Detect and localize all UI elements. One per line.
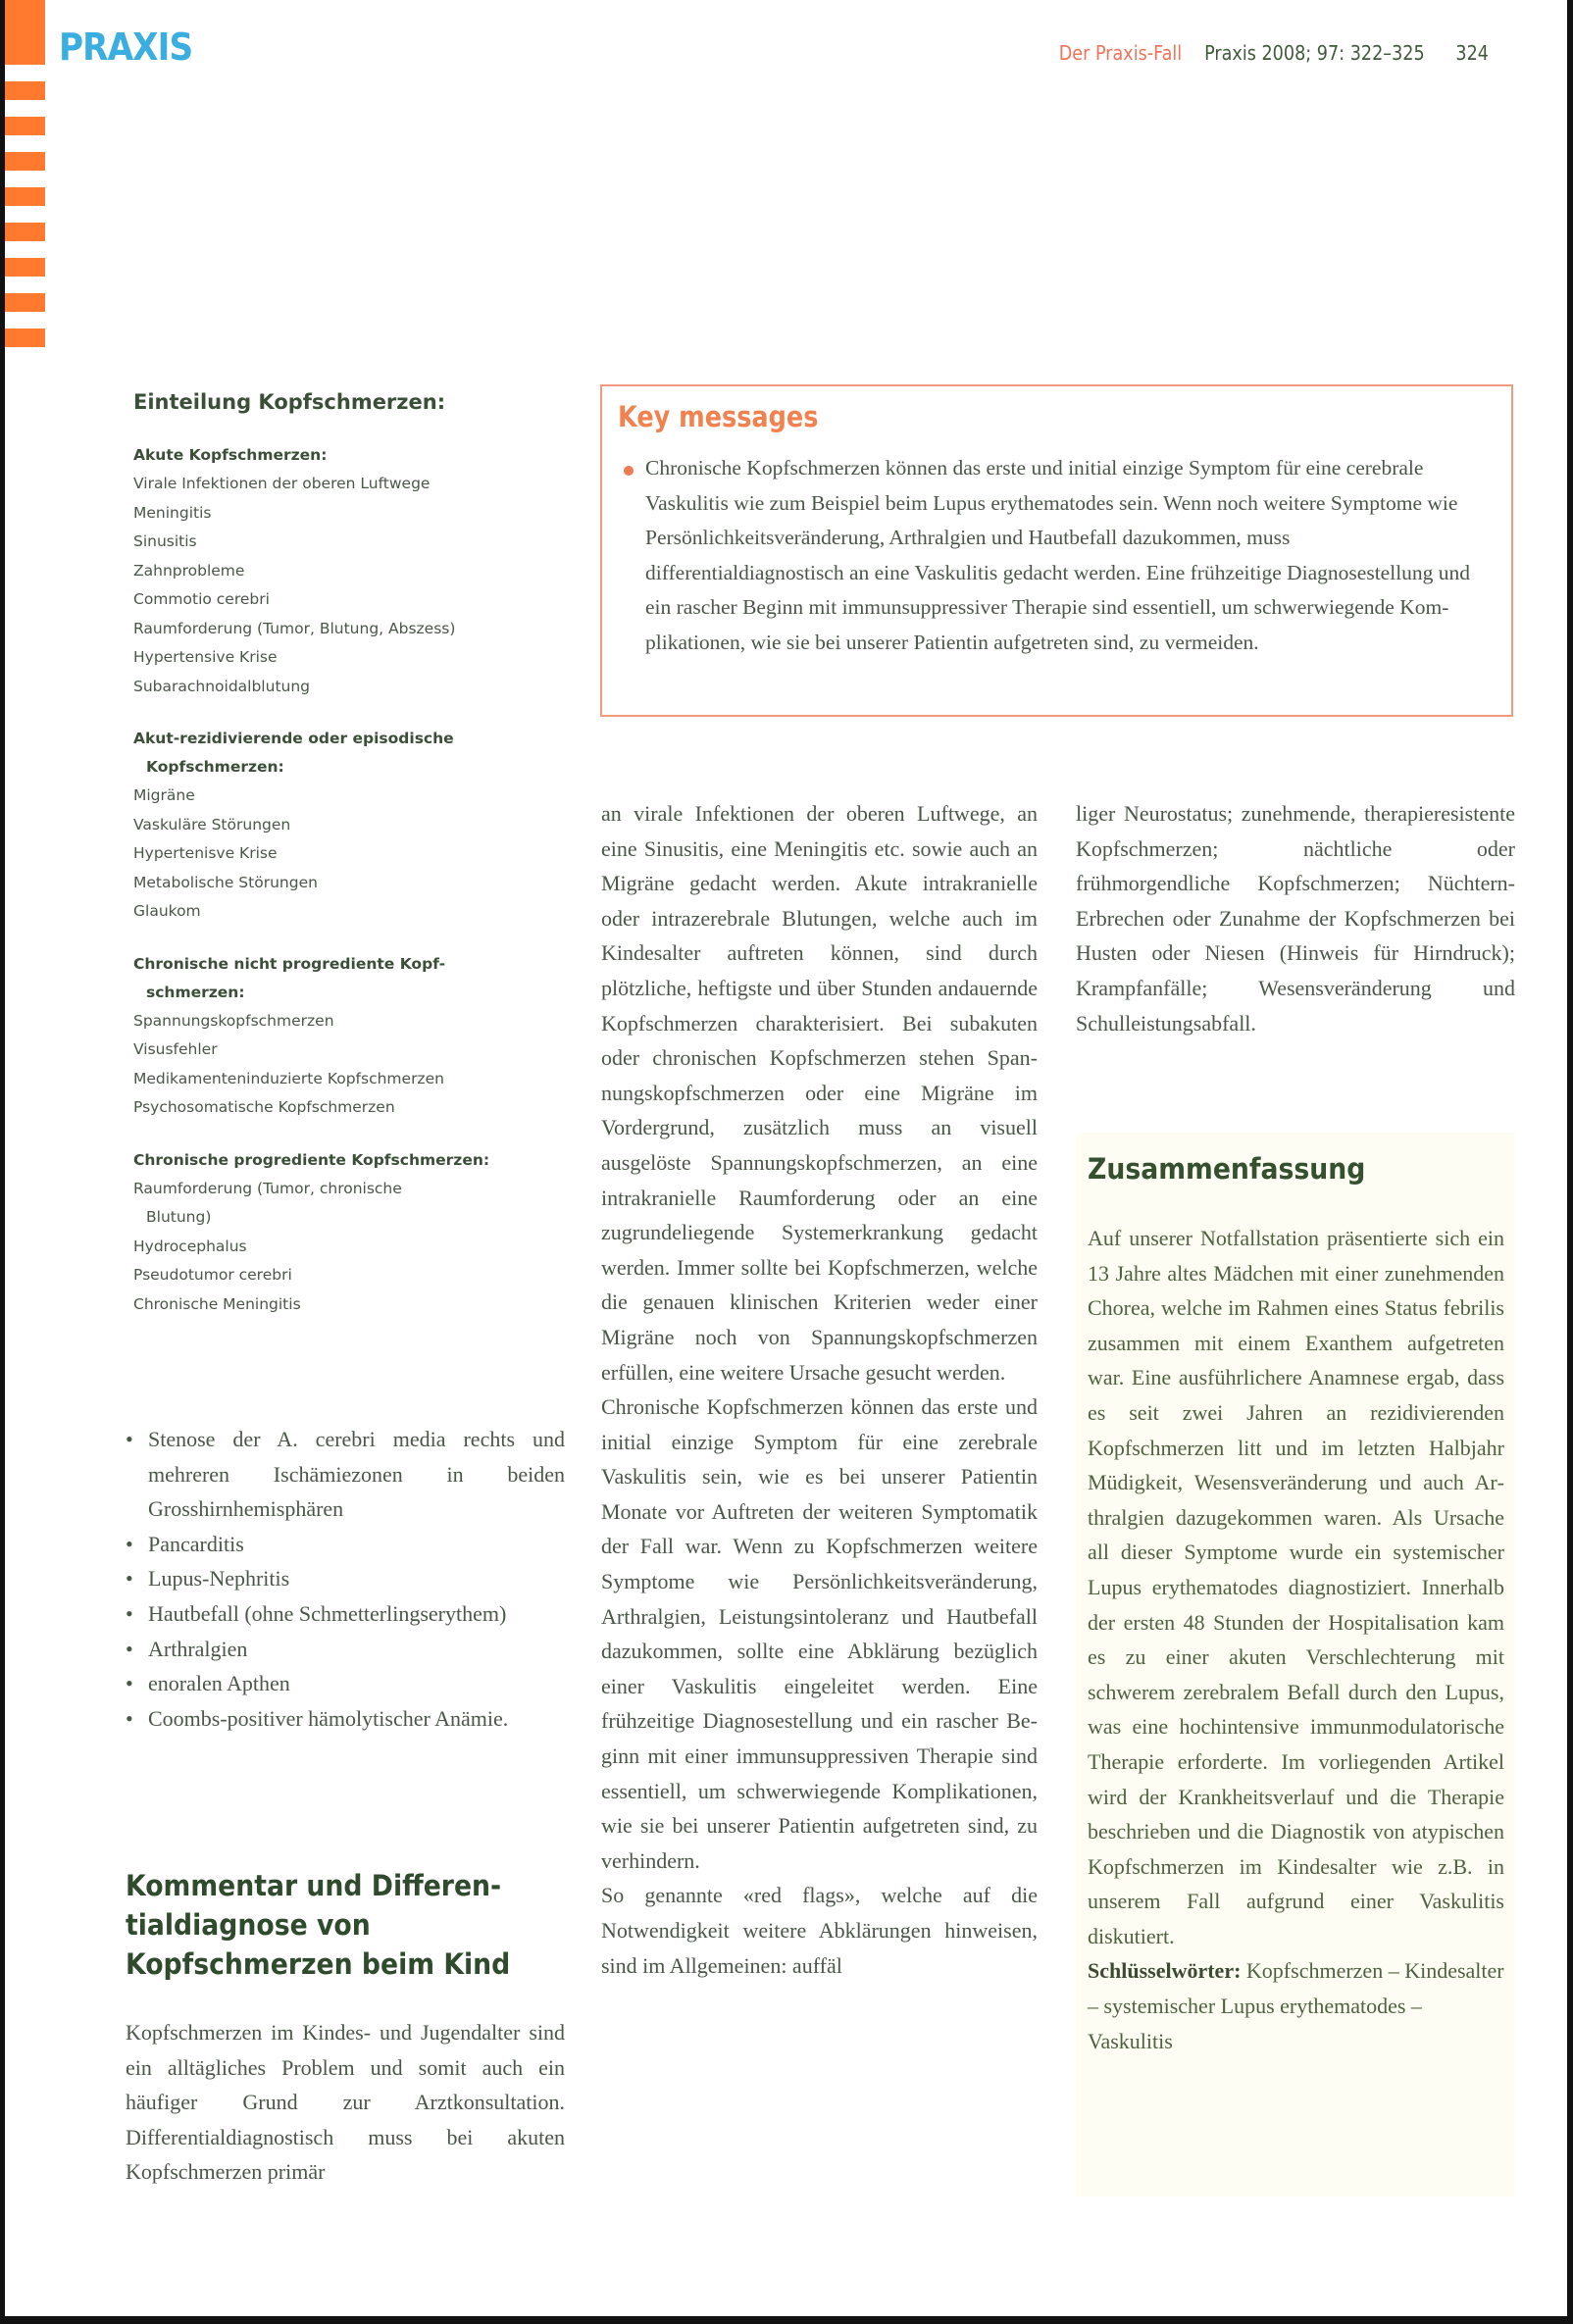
classification-item xyxy=(133,499,565,529)
scan-edge-bottom xyxy=(0,2316,1573,2324)
classification-item-line: Blutung) xyxy=(146,1208,212,1226)
classification-item-line: Migräne xyxy=(133,786,195,804)
journal-brand: PRAXIS xyxy=(59,25,193,69)
classification-item-line: Hypertensive Krise xyxy=(133,648,278,666)
group-title xyxy=(133,1146,565,1175)
classification-item xyxy=(133,585,565,615)
classification-item xyxy=(133,528,565,557)
classification-item-line: Raumforderung (Tumor, chronische xyxy=(133,1179,402,1197)
bullet-icon: • xyxy=(126,1671,133,1696)
list-item xyxy=(126,1527,565,1562)
brand-stripe-block xyxy=(5,0,45,65)
list-item-text: Coombs-positiver hämolytischer Anämie. xyxy=(148,1705,509,1731)
running-head xyxy=(1059,41,1489,65)
keywords-label: Schlüsselwörter: xyxy=(1088,1958,1242,1984)
page-number: 324 xyxy=(1455,41,1489,65)
group-title-line: Akut-rezidivierende oder episodische xyxy=(133,730,454,747)
key-messages-box xyxy=(600,384,1513,717)
classification-item xyxy=(133,782,565,811)
paragraph: an virale Infektionen der oberen Luftwege, an eine Sinusitis, eine Meningitis etc. sowie auch an Migräne gedacht werden. Akute intrakranielle oder intrazerebrale Blutungen, welche auch im Kindesalter auftreten können, sind durch plötzliche, heftigste und über Stunden andauernde Kopfschmerzen charakterisiert. Bei subakuten oder chronischen Kopfschmerzen stehen Spannungskopfschmerzen oder eine Migräne im Vordergrund, zusätzlich muss an visuell ausgelöste Spannungskopfschmerzen, an eine intrakranielle Raumforderung oder an eine zugrundeliegende Systemerkrankung gedacht werden. Immer sollte bei Kopfschmerzen, welche die genauen klinischen Kriterien weder einer Migräne noch von Spannungskopfschmerzen erfüllen, eine weitere Ursache gesucht werden. xyxy=(601,801,1038,1385)
summary-text xyxy=(1088,1221,1504,2058)
brand-stripe xyxy=(5,117,45,135)
classification-item xyxy=(133,1007,565,1036)
bullet-icon: • xyxy=(126,1636,133,1661)
group-title-line: Chronische progrediente Kopfschmerzen: xyxy=(133,1150,490,1169)
list-item xyxy=(126,1596,565,1632)
classification-item xyxy=(133,1261,565,1290)
key-message-text: Chronische Kopfschmerzen können das erste und initial einzige Symptom für eine cerebrale Vaskulitis wie zum Beispiel beim Lupus erythematodes sein. Wenn noch weitere Symptome wie Persönlichkeitsveränderung, Arthralgien und Hautbefall dazukommen, muss differentialdiagnostisch an eine Vaskulitis gedacht werden. Eine frühzeitige Diagnosestellung und ein rascher Beginn mit immunsuppressiver Therapie sind essentiell, um schwerwiegende Komplikationen, wie sie bei unserer Patientin aufgetreten sind, zu vermeiden. xyxy=(645,456,1471,654)
paragraph: Chronische Kopfschmerzen können das erste und initial einzige Symptom für eine zerebrale Vaskulitis sein, wie es bei unserer Patientin Monate vor Auftreten der weiteren Symptomatik der Fall war. Wenn zu Kopfschmerzen weitere Symptome wie Persönlichkeitsveränderung, Arthralgien, Leistungsintoleranz und Hautbefall dazukommen, sollte eine Abklärung bezüglich einer Vaskulitis eingeleitet werden. Eine frühzeitige Diagnosestellung und ein rascher Beginn mit einer immunsuppressiven Therapie sind essentiell, um schwerwiegende Komplikationen, wie sie bei unserer Patientin aufgetreten sind, zu verhindern. xyxy=(601,1394,1038,1873)
classification-item xyxy=(133,1036,565,1065)
classification-item-line: Metabolische Störungen xyxy=(133,873,318,891)
classification-item xyxy=(133,673,565,702)
section-label: Der Praxis-Fall xyxy=(1058,41,1183,65)
key-messages-title: Key messages xyxy=(618,400,819,433)
classification-item xyxy=(133,615,565,644)
brand-stripe xyxy=(5,152,45,171)
headache-classification xyxy=(133,390,565,1342)
group-title-line: Kopfschmerzen: xyxy=(146,758,284,776)
list-item-text: Lupus-Nephritis xyxy=(148,1566,290,1591)
list-item xyxy=(126,1666,565,1701)
summary-paragraph: Auf unserer Notfallstation präsentierte sich ein 13 Jahre altes Mädchen mit einer zunehmenden Chorea, welche im Rahmen eines Status febrilis zusammen mit einem Exanthem aufgetreten war. Eine ausführlichere Anamnese ergab, dass es seit zwei Jahren an rezidivierenden Kopfschmerzen litt und im letzten Halbjahr Müdigkeit, Wesensveränderung und auch Arthralgien dazugekommen waren. Als Ursache all dieser Symptome wurde ein systemischer Lupus erythematodes diagnostiziert. Innerhalb der ersten 48 Stunden der Hospitalisation kam es zu einer akuten Verschlechterung mit schwerem zerebralem Befall durch den Lupus, was eine hochintensive immunmodulatorische Therapie erforderte. Im vorliegenden Artikel wird der Krankheitsverlauf und die Therapie beschrieben und die Diagnostik von atypischen Kopfschmerzen im Kindesalter wie z.B. in unserem Fall aufgrund einer Vaskulitis diskutiert. xyxy=(1088,1226,1504,1948)
classification-item-line: Hypertenisve Krise xyxy=(133,844,278,862)
classification-item-line: Raumforderung (Tumor, Blutung, Abszess) xyxy=(133,619,456,637)
list-item-text: enoralen Apthen xyxy=(148,1671,290,1696)
brand-stripe xyxy=(5,328,45,347)
middle-column xyxy=(601,796,1038,1983)
findings-list xyxy=(126,1422,565,1736)
keywords xyxy=(1088,1953,1504,2058)
classification-item xyxy=(133,643,565,673)
classification-item xyxy=(133,1290,565,1320)
list-item-text: Hautbefall (ohne Schmetterlingserythem) xyxy=(148,1600,507,1626)
list-item xyxy=(126,1701,565,1737)
classification-item-line: Glaukom xyxy=(133,902,201,920)
bullet-icon: • xyxy=(126,1566,133,1591)
classification-group xyxy=(133,1146,565,1320)
classification-item-line: Psychosomatische Kopfschmerzen xyxy=(133,1098,395,1116)
citation: Praxis 2008; 97: 322–325 xyxy=(1204,41,1425,65)
summary-title: Zusammenfassung xyxy=(1088,1152,1366,1186)
classification-item-line: Subarachnoidalblutung xyxy=(133,677,311,695)
classification-item xyxy=(133,811,565,840)
group-title xyxy=(133,950,565,1007)
classification-item xyxy=(133,1065,565,1094)
group-title-line: Chronische nicht progrediente Kopf- xyxy=(133,954,446,973)
group-title-line: schmerzen: xyxy=(146,983,245,1001)
bullet-dot-icon xyxy=(624,466,634,476)
scan-edge-right xyxy=(1567,0,1573,2324)
list-item-text: Pancarditis xyxy=(148,1531,244,1556)
classification-item xyxy=(133,470,565,499)
classification-group xyxy=(133,441,565,701)
brand-stripe xyxy=(5,258,45,277)
group-title xyxy=(133,441,565,470)
commentary-heading: Kommentar und Differentialdiagnose von Kopfschmerzen beim Kind xyxy=(126,1869,511,1981)
classification-item xyxy=(133,839,565,869)
list-item-text: Arthralgien xyxy=(148,1636,248,1661)
group-title-line: Akute Kopfschmerzen: xyxy=(133,446,328,464)
classification-item xyxy=(133,897,565,927)
classification-item xyxy=(133,869,565,898)
group-title xyxy=(133,725,565,782)
classification-item-line: Spannungskopfschmerzen xyxy=(133,1011,334,1030)
scan-edge-left xyxy=(0,0,5,2324)
classification-item-line: Pseudotumor cerebri xyxy=(133,1266,292,1284)
classification-item-line: Virale Infektionen der oberen Luftwege xyxy=(133,475,431,492)
classification-item-line: Meningitis xyxy=(133,503,212,522)
brand-stripe xyxy=(5,223,45,241)
classification-item-line: Medikamenteninduzierte Kopfschmerzen xyxy=(133,1069,444,1087)
classification-item-line: Hydrocephalus xyxy=(133,1237,247,1255)
right-column-text: liger Neurostatus; zunehmende, therapieresistente Kopfschmerzen; nächtliche oder frühmorgendliche Kopfschmerzen; Nüchtern-Erbrechen oder Zunahme der Kopfschmerzen bei Husten oder Niesen (Hinweis für Hirndruck); Krampfanfälle; Wesensveränderung und Schulleistungsabfall. xyxy=(1076,801,1515,1036)
bullet-icon: • xyxy=(126,1705,133,1731)
list-item xyxy=(126,1422,565,1527)
classification-item-line: Sinusitis xyxy=(133,532,197,550)
keywords-value: Kopfschmerzen – Kindesalter – systemischer Lupus erythematodes – Vaskulitis xyxy=(1088,1958,1504,2053)
classification-group xyxy=(133,725,565,927)
list-item-text: Stenose der A. cerebri media rechts und mehreren Ischämiezonen in beiden Grosshirnhemisphären xyxy=(148,1427,565,1522)
brand-stripe xyxy=(5,81,45,100)
paragraph: So genannte «red flags», welche auf die Notwendigkeit weitere Abklärungen hinweisen, sind im Allgemeinen: auffäl xyxy=(601,1883,1038,1978)
classification-group xyxy=(133,950,565,1123)
classification-item-line: Vaskuläre Störungen xyxy=(133,815,291,834)
classification-item-line: Commotio cerebri xyxy=(133,590,270,608)
list-item xyxy=(126,1632,565,1667)
classification-item xyxy=(133,1093,565,1123)
commentary-intro: Kopfschmerzen im Kindes- und Jugendalter sind ein alltägliches Problem und somit auch ein häufiger Grund zur Arztkonsultation. Differentialdiagnostisch muss bei akuten Kopfschmerzen primär xyxy=(126,2020,565,2185)
classification-title: Einteilung Kopfschmerzen: xyxy=(133,390,446,414)
classification-item-line: Zahnprobleme xyxy=(133,561,245,580)
classification-groups xyxy=(133,441,565,1319)
classification-item-line: Chronische Meningitis xyxy=(133,1294,301,1313)
bullet-icon: • xyxy=(126,1427,133,1451)
list-item xyxy=(126,1561,565,1596)
summary-box xyxy=(1076,1133,1515,2197)
classification-item xyxy=(133,1175,565,1233)
brand-stripe xyxy=(5,187,45,206)
brand-stripe xyxy=(5,293,45,312)
classification-item xyxy=(133,1233,565,1262)
classification-item xyxy=(133,557,565,586)
bullet-icon: • xyxy=(126,1600,133,1626)
classification-item-line: Visusfehler xyxy=(133,1040,218,1058)
bullet-icon: • xyxy=(126,1531,133,1556)
